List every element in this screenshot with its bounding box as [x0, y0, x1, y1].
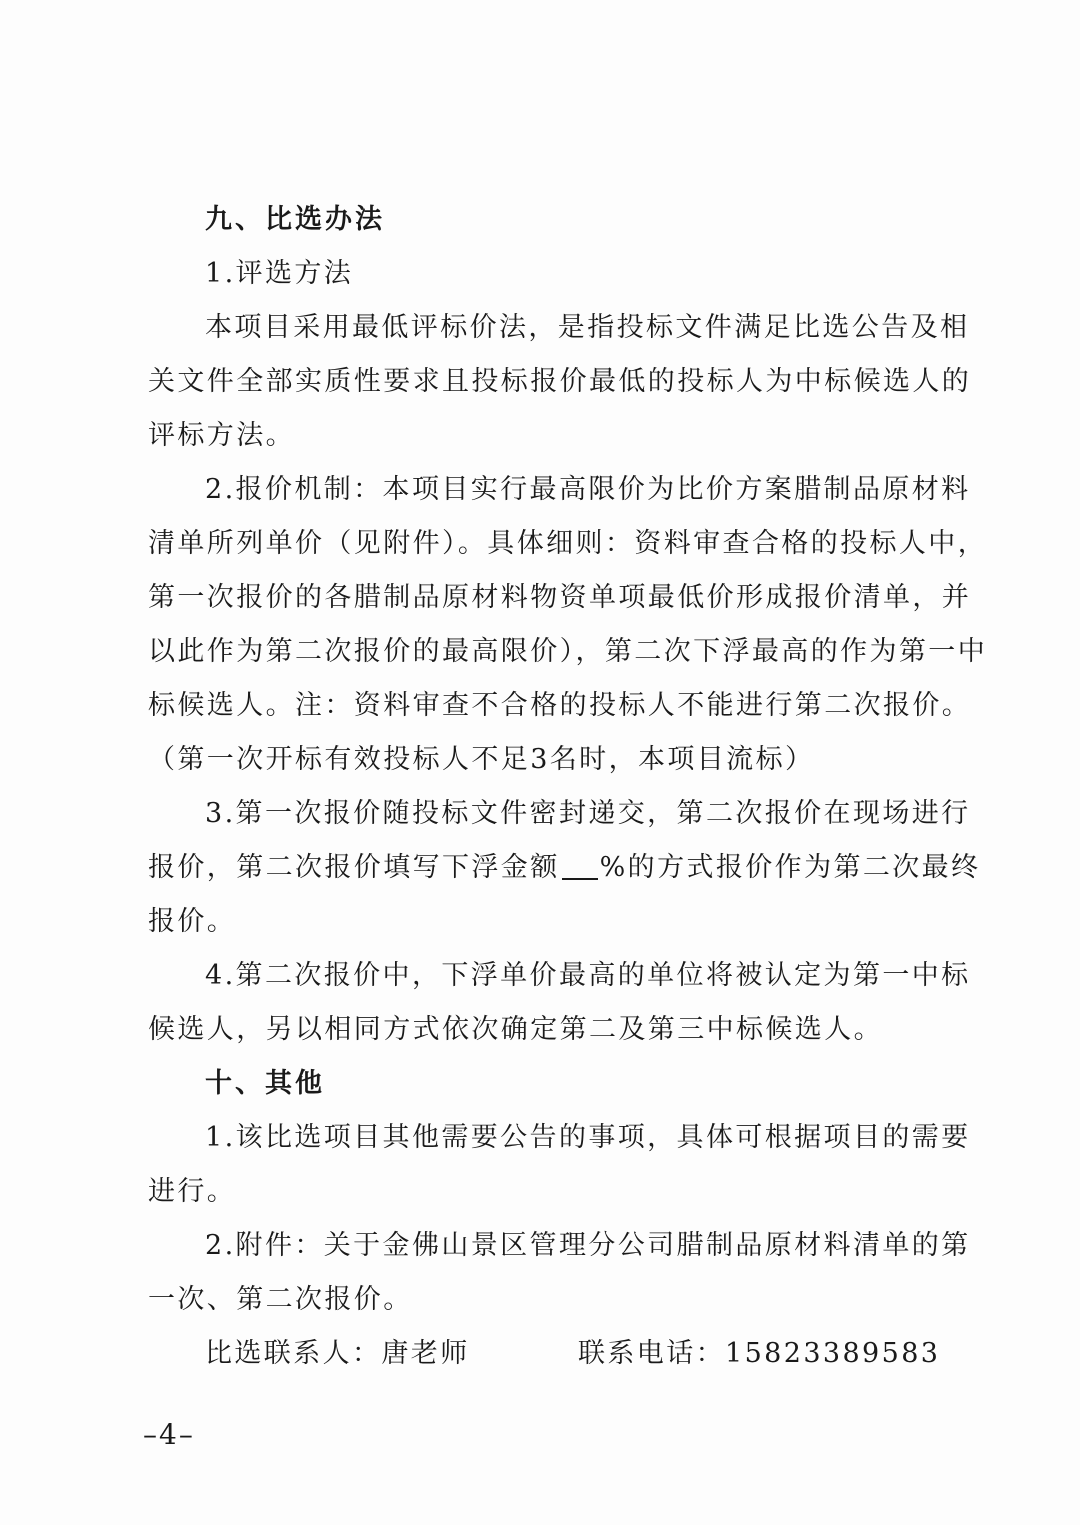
contact-phone: 联系电话：15823389583	[578, 1338, 941, 1369]
paragraph-line: 4.第二次报价中，下浮单价最高的单位将被认定为第一中标	[205, 960, 971, 991]
paragraph-line: 1.该比选项目其他需要公告的事项，具体可根据项目的需要	[205, 1122, 971, 1153]
fill-in-blank	[562, 854, 598, 880]
section-heading-9: 九、比选办法	[205, 204, 385, 235]
paragraph-line: （第一次开标有效投标人不足3名时，本项目流标）	[148, 744, 815, 775]
paragraph-line: 3.第一次报价随投标文件密封递交，第二次报价在现场进行	[205, 798, 971, 829]
subsection-title: 1.评选方法	[205, 258, 354, 289]
paragraph-line	[148, 851, 981, 885]
page-number: –4–	[143, 1418, 195, 1451]
paragraph-line: 进行。	[148, 1176, 237, 1207]
paragraph-line: 以此作为第二次报价的最高限价），第二次下浮最高的作为第一中	[148, 636, 988, 667]
paragraph-line: 标候选人。注：资料审查不合格的投标人不能进行第二次报价。	[148, 690, 972, 721]
paragraph-line: 候选人，另以相同方式依次确定第二及第三中标候选人。	[148, 1014, 883, 1045]
section-heading-10: 十、其他	[205, 1068, 325, 1099]
paragraph-line: 第一次报价的各腊制品原材料物资单项最低价形成报价清单，并	[148, 582, 972, 613]
paragraph-line: 2.报价机制：本项目实行最高限价为比价方案腊制品原材料	[205, 474, 971, 505]
paragraph-line: 清单所列单价（见附件）。具体细则：资料审查合格的投标人中，	[148, 528, 988, 559]
text-segment: 报价，第二次报价填写下浮金额	[148, 852, 560, 883]
paragraph-line: 关文件全部实质性要求且投标报价最低的投标人为中标候选人的	[148, 366, 972, 397]
paragraph-line: 一次、第二次报价。	[148, 1284, 413, 1315]
text-segment: %的方式报价作为第二次最终	[599, 852, 981, 883]
paragraph-line: 报价。	[148, 906, 237, 937]
contact-person: 比选联系人：唐老师	[205, 1338, 470, 1369]
paragraph-line: 2.附件：关于金佛山景区管理分公司腊制品原材料清单的第	[205, 1230, 971, 1261]
paragraph-line: 评标方法。	[148, 420, 295, 451]
paragraph-line: 本项目采用最低评标价法，是指投标文件满足比选公告及相	[205, 312, 970, 343]
